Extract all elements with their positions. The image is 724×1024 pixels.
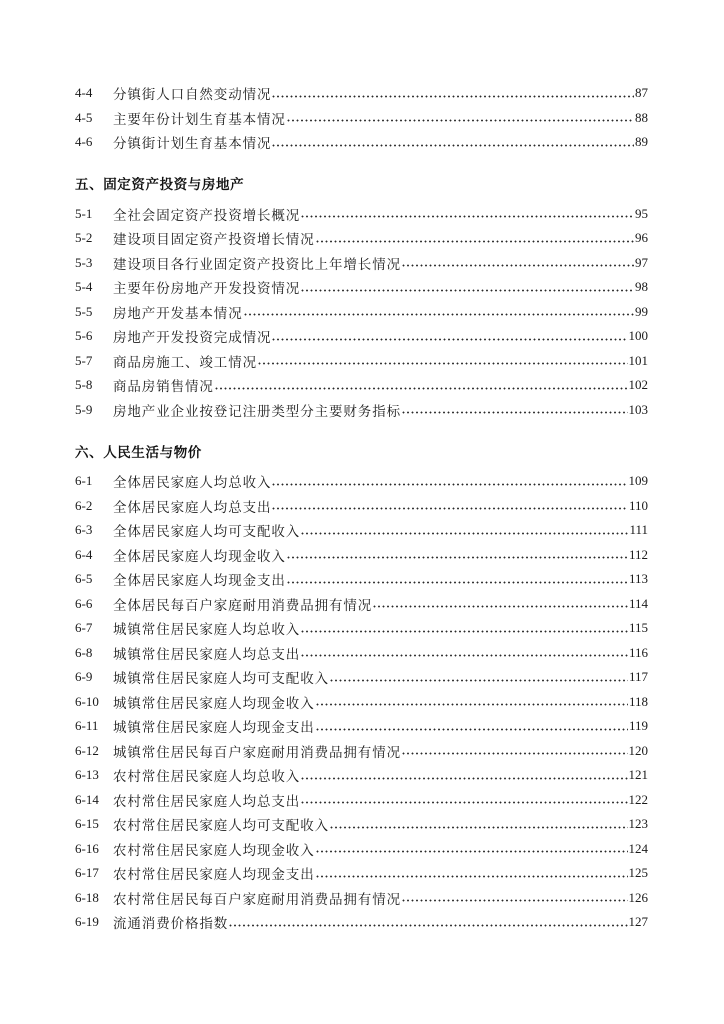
page-number: 123	[628, 816, 648, 832]
entry-title: 全体居民家庭人均总收入	[113, 475, 272, 492]
toc-entry	[75, 665, 648, 690]
page-number: 125	[628, 865, 648, 881]
page-number: 109	[628, 473, 648, 489]
entry-title: 农村常住居民家庭人均总收入	[113, 769, 301, 786]
section-heading: 六、人民生活与物价	[75, 444, 202, 461]
dot-leader	[330, 826, 628, 829]
entry-number: 5-9	[75, 401, 93, 417]
entry-title: 商品房施工、竣工情况	[113, 354, 257, 371]
toc-entry	[75, 788, 648, 813]
entry-number: 4-5	[75, 109, 93, 125]
dot-leader	[301, 654, 628, 657]
entry-title: 农村常住居民家庭人均总支出	[113, 793, 301, 810]
dot-leader	[301, 532, 628, 535]
entry-number: 5-2	[75, 230, 93, 246]
entry-title: 全体居民家庭人均现金收入	[113, 548, 286, 565]
entry-number: 4-6	[75, 134, 93, 150]
page-number: 116	[628, 644, 648, 660]
page-number: 119	[628, 718, 648, 734]
entry-number: 6-5	[75, 571, 93, 587]
entry-title: 流通消费价格指数	[113, 916, 229, 933]
page-number: 121	[628, 767, 648, 783]
entry-title: 农村常住居民每百户家庭耐用消费品拥有情况	[113, 891, 401, 908]
dot-leader	[287, 556, 628, 559]
page-number: 111	[629, 522, 648, 538]
dot-leader	[402, 264, 634, 267]
entry-number: 6-8	[75, 644, 93, 660]
toc-entry	[75, 592, 648, 617]
entry-number: 6-19	[75, 914, 99, 930]
entry-title: 主要年份房地产开发投资情况	[113, 281, 301, 298]
page-number: 96	[635, 230, 648, 246]
entry-title: 城镇常住居民家庭人均总支出	[113, 646, 301, 663]
toc-entry	[75, 373, 648, 398]
dot-leader	[316, 703, 628, 706]
page-number: 124	[628, 840, 648, 856]
toc-entry	[75, 861, 648, 886]
page-number: 89	[635, 134, 648, 150]
toc-entry	[75, 130, 648, 155]
dot-leader	[215, 387, 628, 390]
entry-number: 5-8	[75, 377, 93, 393]
page-number: 118	[628, 693, 648, 709]
entry-number: 6-6	[75, 595, 93, 611]
toc-section	[75, 441, 648, 935]
entry-number: 6-9	[75, 669, 93, 685]
entry-title: 农村常住居民家庭人均可支配收入	[113, 818, 329, 835]
page-number: 98	[635, 279, 648, 295]
page-number: 112	[628, 546, 648, 562]
toc-entry	[75, 202, 648, 227]
entry-number: 6-10	[75, 693, 99, 709]
entry-number: 6-14	[75, 791, 99, 807]
toc-entry	[75, 641, 648, 666]
dot-leader	[373, 605, 628, 608]
toc-entry	[75, 81, 648, 106]
entry-title: 房地产业企业按登记注册类型分主要财务指标	[113, 403, 401, 420]
toc-section	[75, 173, 648, 422]
page-number: 87	[635, 85, 648, 101]
dot-leader	[301, 777, 627, 780]
page-number: 117	[628, 669, 648, 685]
entry-number: 6-7	[75, 620, 93, 636]
dot-leader	[316, 850, 628, 853]
page-number: 97	[635, 254, 648, 270]
entry-number: 5-6	[75, 328, 93, 344]
entry-title: 全体居民每百户家庭耐用消费品拥有情况	[113, 597, 373, 614]
toc-entry	[75, 226, 648, 251]
entry-title: 房地产开发基本情况	[113, 305, 243, 322]
entry-title: 分镇街人口自然变动情况	[113, 87, 272, 104]
entry-number: 5-3	[75, 254, 93, 270]
toc-entry	[75, 763, 648, 788]
page-number: 95	[635, 205, 648, 221]
toc-entry	[75, 398, 648, 423]
entry-number: 6-11	[75, 718, 99, 734]
toc-entry	[75, 349, 648, 374]
entry-number: 6-12	[75, 742, 99, 758]
toc-entry	[75, 494, 648, 519]
toc-entry	[75, 690, 648, 715]
entry-title: 农村常住居民家庭人均现金支出	[113, 867, 315, 884]
dot-leader	[229, 924, 627, 927]
page-number: 126	[628, 889, 648, 905]
entry-title: 房地产开发投资完成情况	[113, 330, 272, 347]
entry-number: 5-7	[75, 352, 93, 368]
dot-leader	[301, 801, 627, 804]
toc-entry	[75, 910, 648, 935]
dot-leader	[272, 95, 634, 98]
entry-title: 建设项目固定资产投资增长情况	[113, 232, 315, 249]
entry-title: 主要年份计划生育基本情况	[113, 111, 286, 128]
entry-title: 全体居民家庭人均总支出	[113, 499, 272, 516]
dot-leader	[316, 240, 634, 243]
page-number: 103	[628, 401, 648, 417]
toc-entry	[75, 324, 648, 349]
toc-entry	[75, 567, 648, 592]
table-of-contents	[75, 81, 648, 935]
dot-leader	[402, 752, 628, 755]
entry-number: 6-2	[75, 497, 93, 513]
dot-leader	[330, 679, 628, 682]
dot-leader	[287, 119, 634, 122]
entry-title: 城镇常住居民每百户家庭耐用消费品拥有情况	[113, 744, 401, 761]
toc-entry	[75, 616, 648, 641]
entry-number: 6-3	[75, 522, 93, 538]
dot-leader	[301, 289, 634, 292]
toc-entry	[75, 106, 648, 131]
toc-entry	[75, 300, 648, 325]
page-number: 114	[628, 595, 648, 611]
dot-leader	[287, 581, 628, 584]
toc-entry	[75, 469, 648, 494]
entry-title: 分镇街计划生育基本情况	[113, 136, 272, 153]
entry-number: 6-4	[75, 546, 93, 562]
dot-leader	[301, 630, 628, 633]
toc-section	[75, 81, 648, 155]
entry-number: 6-18	[75, 889, 99, 905]
entry-number: 6-17	[75, 865, 99, 881]
dot-leader	[272, 338, 627, 341]
page-number: 110	[628, 497, 648, 513]
page-number: 113	[628, 571, 648, 587]
section-heading: 五、固定资产投资与房地产	[75, 177, 245, 193]
page-number: 102	[628, 377, 648, 393]
entry-title: 建设项目各行业固定资产投资比上年增长情况	[113, 256, 401, 273]
entry-number: 5-5	[75, 303, 93, 319]
entry-number: 5-4	[75, 279, 93, 295]
toc-entry	[75, 739, 648, 764]
entry-number: 6-16	[75, 840, 99, 856]
page-number: 115	[628, 620, 648, 636]
entry-title: 城镇常住居民家庭人均现金收入	[113, 695, 315, 712]
entry-title: 农村常住居民家庭人均现金收入	[113, 842, 315, 859]
page-number: 88	[635, 109, 648, 125]
page-number: 101	[628, 352, 648, 368]
page-number: 99	[635, 303, 648, 319]
entry-number: 6-1	[75, 473, 93, 489]
entry-title: 全体居民家庭人均现金支出	[113, 573, 286, 590]
dot-leader	[272, 483, 627, 486]
entry-number: 6-13	[75, 767, 99, 783]
page-number: 122	[628, 791, 648, 807]
entry-number: 6-15	[75, 816, 99, 832]
toc-entry	[75, 812, 648, 837]
entry-title: 全社会固定资产投资增长概况	[113, 207, 301, 224]
dot-leader	[402, 411, 628, 414]
dot-leader	[258, 362, 628, 365]
page-number: 127	[628, 914, 648, 930]
entry-title: 城镇常住居民家庭人均现金支出	[113, 720, 315, 737]
entry-title: 全体居民家庭人均可支配收入	[113, 524, 301, 541]
toc-entry	[75, 275, 648, 300]
page-number: 100	[628, 328, 648, 344]
toc-entry	[75, 543, 648, 568]
entry-number: 5-1	[75, 205, 93, 221]
toc-entry	[75, 251, 648, 276]
dot-leader	[316, 728, 628, 731]
toc-entry	[75, 837, 648, 862]
toc-entry	[75, 518, 648, 543]
dot-leader	[316, 875, 628, 878]
entry-title: 城镇常住居民家庭人均可支配收入	[113, 671, 329, 688]
dot-leader	[272, 507, 628, 510]
dot-leader	[244, 313, 634, 316]
dot-leader	[301, 215, 634, 218]
page-number: 120	[628, 742, 648, 758]
toc-entry	[75, 714, 648, 739]
dot-leader	[272, 144, 634, 147]
entry-number: 4-4	[75, 85, 93, 101]
entry-title: 商品房销售情况	[113, 379, 214, 396]
entry-title: 城镇常住居民家庭人均总收入	[113, 622, 301, 639]
toc-entry	[75, 886, 648, 911]
dot-leader	[402, 899, 628, 902]
